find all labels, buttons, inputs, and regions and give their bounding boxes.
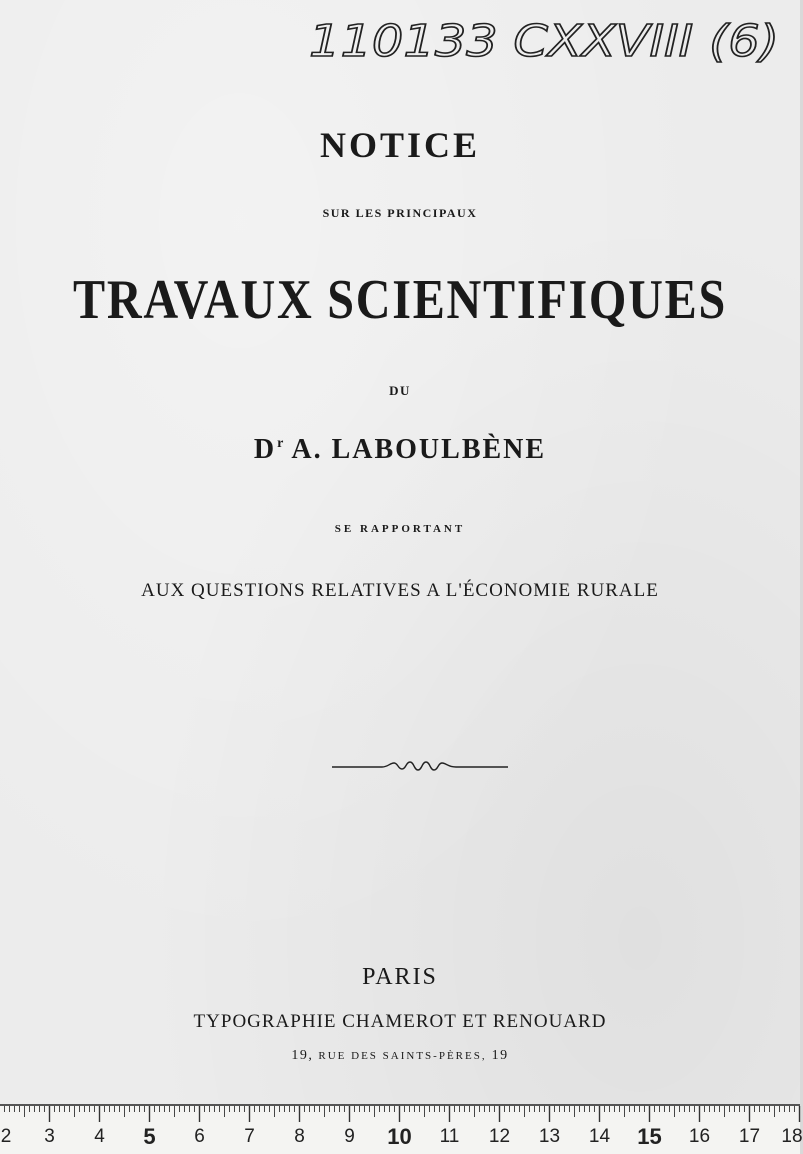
ruler-number: 16 [688,1126,711,1147]
handwritten-shelfmark [305,4,795,84]
handwritten-shelfmark-text: 110133 CXXVIII (6) [309,16,779,67]
ruler-number: 17 [738,1126,761,1147]
ruler-number: 4 [94,1126,105,1147]
title-sur-les-principaux: SUR LES PRINCIPAUX [322,206,478,220]
author-prefix-sup: r [277,436,286,451]
ruler-number: 10 [387,1124,412,1149]
ruler-number: 2 [0,1126,12,1147]
measuring-ruler [0,1104,803,1154]
title-notice: NOTICE [319,125,481,165]
imprint-city: PARIS [362,964,438,990]
ruler-number: 13 [538,1126,561,1147]
ruler-number: 9 [344,1126,355,1147]
address-num-right: 19 [491,1048,509,1063]
imprint-address [0,1048,800,1064]
ruler-number: 5 [143,1124,156,1149]
author-name: A. LABOULBÈNE [291,434,547,465]
ruler-number: 11 [439,1126,460,1147]
ruler-number: 15 [637,1124,662,1149]
author-line [0,434,800,466]
ruler-number: 7 [244,1126,255,1147]
ruler-number: 18 [781,1126,803,1147]
address-num-left: 19, [291,1048,314,1063]
ornament-divider [330,757,510,775]
ruler-number: 3 [44,1126,55,1147]
ruler-number: 6 [194,1126,205,1147]
title-du: DU [389,383,411,398]
title-subject: AUX QUESTIONS RELATIVES A L'ÉCONOMIE RURALE [141,580,659,601]
author-prefix: D [253,434,277,465]
title-travaux-scientifiques: TRAVAUX SCIENTIFIQUES [73,269,727,331]
title-se-rapportant: SE RAPPORTANT [334,523,466,535]
ruler-number: 8 [294,1126,305,1147]
address-street: RUE DES SAINTS-PÈRES, [318,1050,487,1062]
ruler-number: 14 [588,1126,611,1147]
imprint-printer: TYPOGRAPHIE CHAMEROT ET RENOUARD [193,1011,607,1032]
ruler-number: 12 [488,1126,511,1147]
